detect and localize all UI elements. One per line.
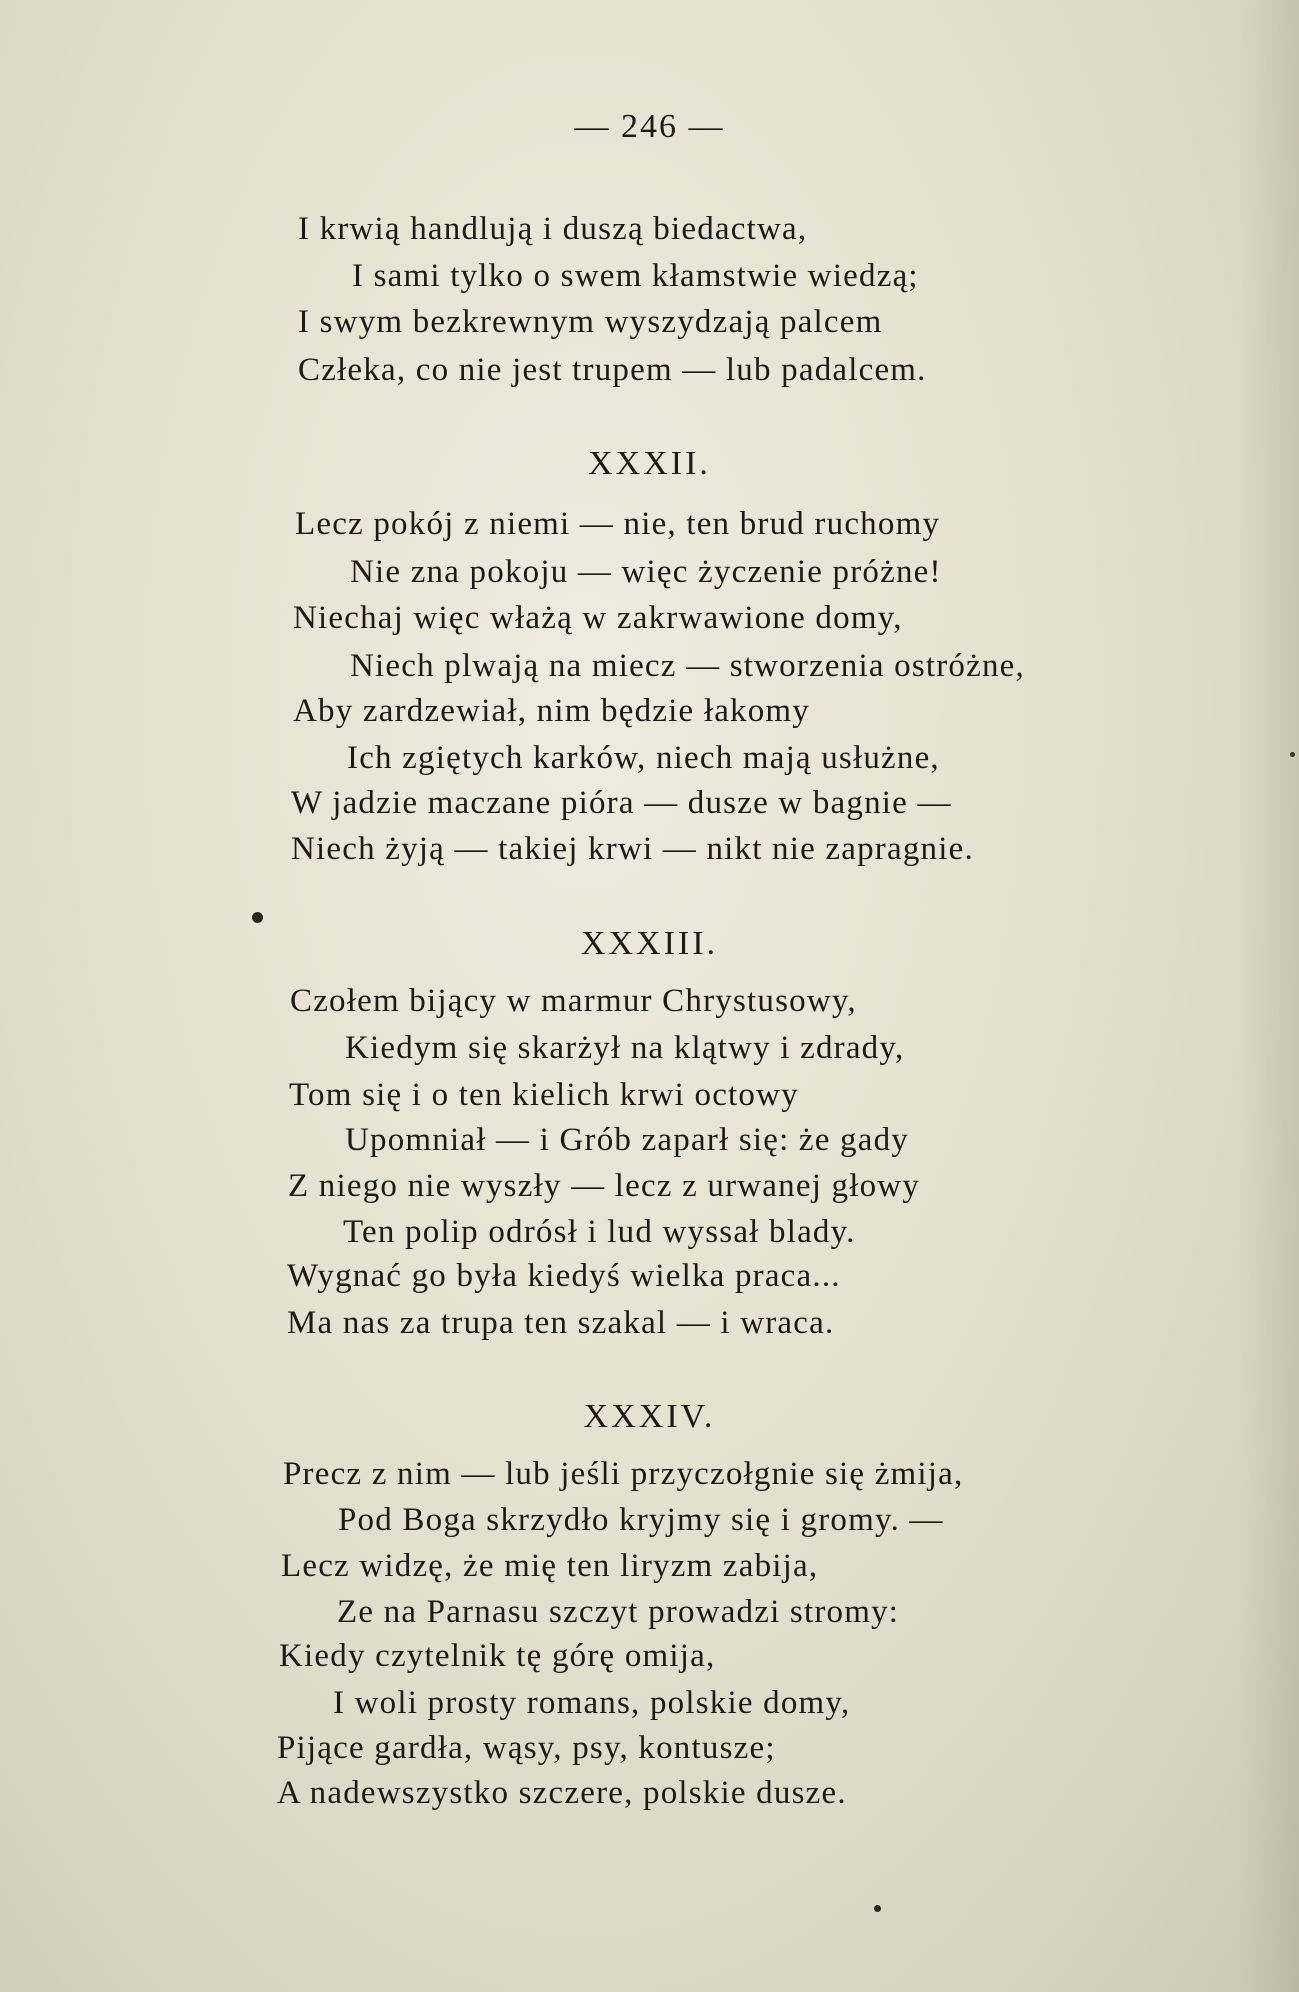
verse-line: Niechaj więc włażą w zakrwawione domy,	[293, 600, 903, 636]
verse-line: Ma nas za trupa ten szakal — i wraca.	[287, 1305, 835, 1341]
verse-line: I sami tylko o swem kłamstwie wiedzą;	[352, 258, 919, 294]
verse-line: I krwią handlują i duszą biedactwa,	[298, 211, 808, 247]
verse-line: Aby zardzewiał, nim będzie łakomy	[293, 693, 811, 729]
verse-line: Wygnać go była kiedyś wielka praca...	[287, 1258, 841, 1294]
verse-line: Ich zgiętych karków, niech mają usłużne,	[347, 740, 940, 776]
verse-line: Ze na Parnasu szczyt prowadzi stromy:	[337, 1594, 900, 1630]
verse-line: Ten polip odrósł i lud wyssał blady.	[343, 1214, 856, 1250]
verse-line: Upomniał — i Grób zaparł się: że gady	[345, 1122, 909, 1158]
verse-line: Czołem bijący w marmur Chrystusowy,	[290, 983, 857, 1019]
stanza-heading: XXXIII.	[580, 925, 719, 962]
verse-line: Kiedym się skarżył na klątwy i zdrady,	[345, 1030, 905, 1066]
verse-line: I swym bezkrewnym wyszydzają palcem	[298, 304, 883, 340]
stanza-heading: XXXIV.	[583, 1398, 716, 1435]
verse-line: Lecz pokój z niemi — nie, ten brud ruchomy	[295, 506, 941, 542]
verse-line: Tom się i o ten kielich krwi octowy	[289, 1077, 799, 1113]
verse-line: Pod Boga skrzydło kryjmy się i gromy. —	[338, 1502, 944, 1538]
verse-line: Pijące gardła, wąsy, psy, kontusze;	[277, 1730, 776, 1766]
verse-line: Lecz widzę, że mię ten liryzm zabija,	[281, 1548, 819, 1584]
verse-line: A nadewszystko szczere, polskie dusze.	[277, 1775, 847, 1811]
verse-line: Z niego nie wyszły — lecz z urwanej głowy	[288, 1168, 921, 1204]
verse-line: Precz z nim — lub jeśli przyczołgnie się żmija,	[283, 1456, 964, 1492]
verse-line: I woli prosty romans, polskie domy,	[333, 1685, 851, 1721]
verse-line: Niech plwają na miecz — stworzenia ostróżne,	[350, 648, 1025, 684]
verse-line: Niech żyją — takiej krwi — nikt nie zapragnie.	[291, 831, 974, 867]
verse-line: W jadzie maczane pióra — dusze w bagnie —	[291, 785, 952, 821]
ink-speck	[252, 912, 263, 923]
stanza-heading: XXXII.	[588, 445, 711, 482]
page-number: — 246 —	[574, 108, 725, 145]
ink-speck	[1290, 752, 1295, 757]
verse-line: Kiedy czytelnik tę górę omija,	[279, 1638, 716, 1674]
ink-speck	[874, 1905, 881, 1912]
verse-line: Nie zna pokoju — więc życzenie próżne!	[350, 554, 942, 590]
verse-line: Człeka, co nie jest trupem — lub padalcem.	[298, 352, 927, 388]
